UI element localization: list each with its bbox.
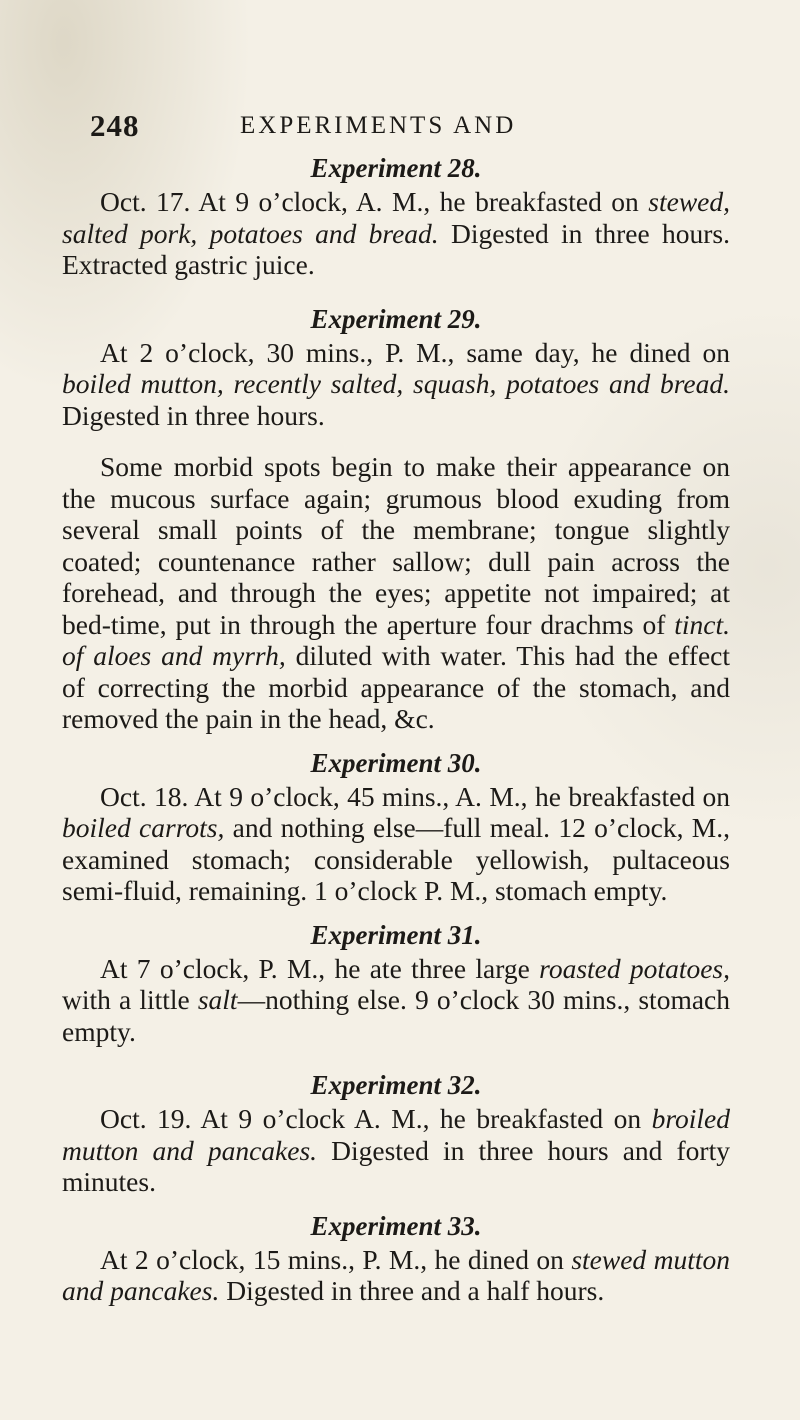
text-run: At 2 o’clock, 15 mins., P. M., he dined on bbox=[100, 1243, 572, 1275]
running-title: EXPERIMENTS AND bbox=[240, 112, 517, 139]
text-run: Digested in three hours. Extracted gastric juice. bbox=[62, 217, 731, 280]
experiment-paragraph bbox=[62, 781, 730, 907]
text-run: Digested in three hours and forty minutes. bbox=[62, 1134, 730, 1197]
page-number: 248 bbox=[90, 108, 140, 143]
text-run: diluted with water. This had the effect of correcting the morbid appearance of the stomach, and removed the pain in the head, &c. bbox=[62, 640, 730, 734]
experiment-heading: Experiment 29. bbox=[310, 303, 482, 334]
text-run: At 2 o’clock, 30 mins., P. M., same day, he dined on bbox=[100, 336, 730, 368]
italic-run: broiled mutton and pancakes. bbox=[62, 1103, 730, 1166]
text-run: Digested in three and a half hours. bbox=[219, 1275, 605, 1306]
experiment-paragraph bbox=[62, 953, 730, 1048]
experiment-paragraph bbox=[62, 186, 730, 281]
experiment-heading: Experiment 33. bbox=[310, 1210, 482, 1241]
text-run: —nothing else. 9 o’clock 30 mins., stomach empty. bbox=[62, 984, 730, 1047]
text-run: with a little bbox=[62, 984, 198, 1015]
experiment-paragraph bbox=[62, 1103, 730, 1198]
experiment-heading: Experiment 32. bbox=[310, 1070, 482, 1100]
text-run: Digested in three hours. bbox=[62, 399, 325, 431]
experiment-heading: Experiment 28. bbox=[310, 153, 482, 183]
italic-run: roasted potatoes, bbox=[539, 952, 730, 984]
experiment-paragraph bbox=[62, 1244, 730, 1307]
text-run: and nothing else—full meal. 12 o’clock, M., examined stomach; considerable yellowish, pultaceous semi-fluid, remaining. 1 o’clock P. M., stomach empty. bbox=[62, 812, 730, 906]
italic-run: boiled mutton, recently salted, squash, potatoes and bread. bbox=[62, 368, 730, 399]
italic-run: stewed mutton and pancakes. bbox=[62, 1243, 730, 1306]
italic-run: boiled carrots, bbox=[62, 812, 225, 843]
italic-run: tinct. of aloes and myrrh, bbox=[62, 608, 730, 671]
italic-run: salt bbox=[197, 984, 238, 1015]
experiment-heading: Experiment 30. bbox=[310, 747, 482, 778]
observation-paragraph bbox=[62, 451, 730, 735]
running-head bbox=[90, 108, 730, 143]
text-run: Oct. 18. At 9 o’clock, 45 mins., A. M., he breakfasted on bbox=[100, 780, 730, 812]
experiment-heading: Experiment 31. bbox=[310, 919, 482, 950]
text-run: Oct. 17. At 9 o’clock, A. M., he breakfasted on bbox=[100, 186, 649, 217]
experiment-paragraph bbox=[62, 337, 730, 432]
text-run: Some morbid spots begin to make their appearance on the mucous surface again; grumous blood exuding from several small points of the membrane; tongue slightly coated; countenance rather sallow; dull pain across the forehead, and through the eyes; appetite not impaired; at bed-time, put in through the aperture four drachms of bbox=[62, 451, 730, 640]
page-body bbox=[62, 150, 730, 1307]
text-run: Oct. 19. At 9 o’clock A. M., he breakfasted on bbox=[100, 1103, 652, 1134]
text-run: At 7 o’clock, P. M., he ate three large bbox=[100, 952, 540, 984]
italic-run: stewed, salted pork, potatoes and bread. bbox=[62, 186, 730, 249]
